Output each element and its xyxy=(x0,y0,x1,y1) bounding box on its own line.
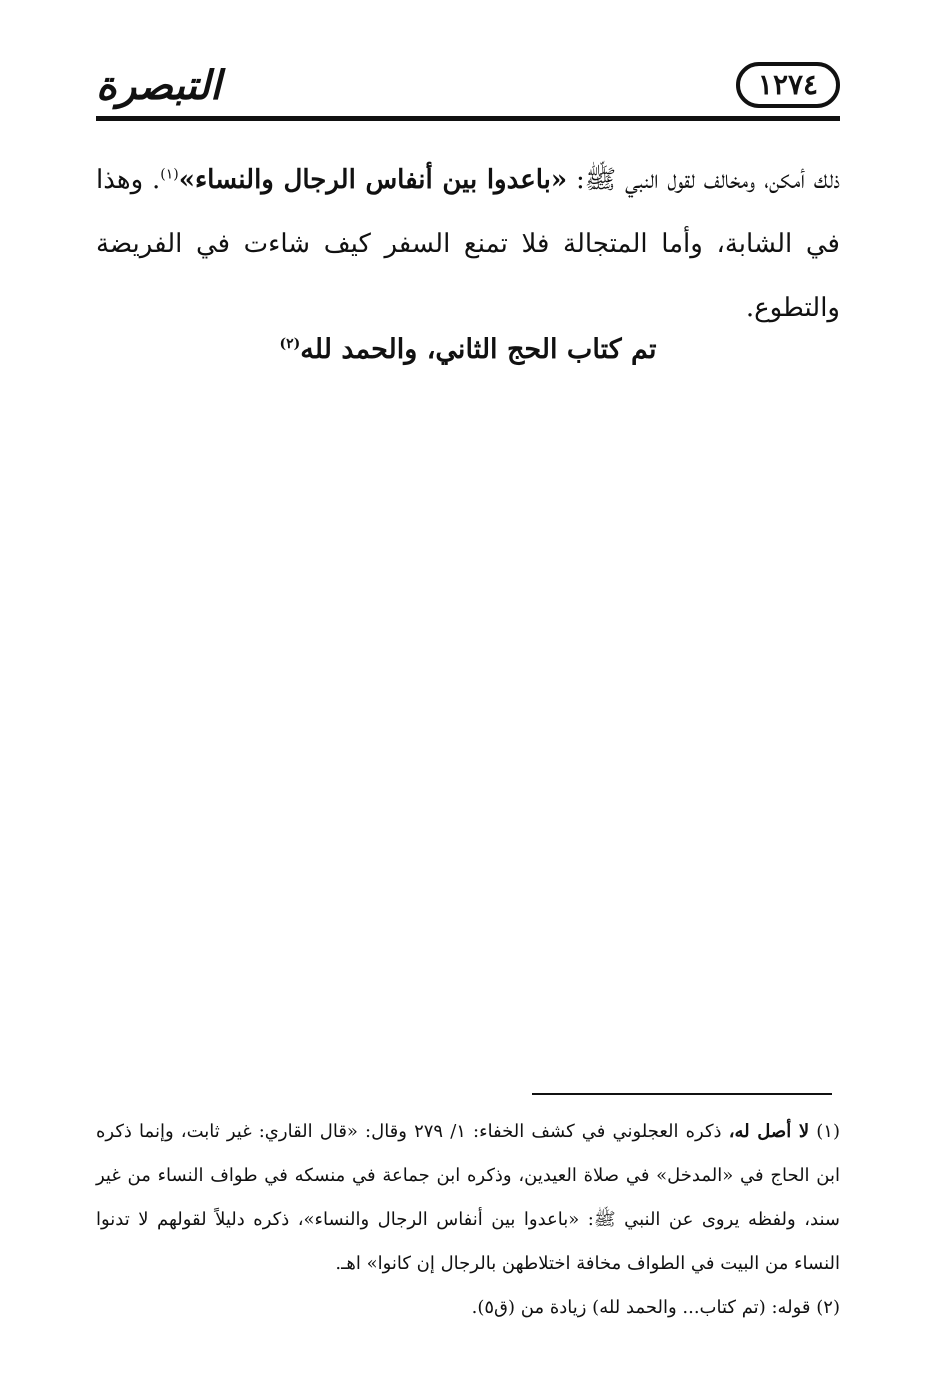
footnote-1-bold: لا أصل له، xyxy=(728,1121,810,1142)
chapter-closing xyxy=(96,322,840,378)
footnote-1 xyxy=(96,1110,840,1286)
page-number: ١٢٧٤ xyxy=(757,68,819,101)
header-rule xyxy=(96,116,840,121)
footnote-2-text: قوله: (تم كتاب... والحمد لله) زيادة من (ق٥). xyxy=(471,1297,817,1318)
page-header xyxy=(96,58,840,128)
hadith-quote: «باعدوا بين أنفاس الرجال والنساء» xyxy=(178,165,568,195)
footnote-ref-1: (١) xyxy=(160,166,179,183)
page-number-badge xyxy=(736,62,840,108)
body-text-part1: ذلك أمكن، ومخالف لقول النبي ﷺ: xyxy=(567,165,840,195)
book-title: التبصرة xyxy=(96,62,222,109)
footnote-ref-2: (٢) xyxy=(279,336,301,352)
body-text-part2: . وهذا في الشابة، وأما المتجالة فلا تمنع السفر كيف شاءت في الفريضة والتطوع. xyxy=(96,165,840,323)
closing-text: تم كتاب الحج الثاني، والحمد لله xyxy=(300,334,657,365)
body-paragraph xyxy=(96,148,840,340)
footnote-2-number: (٢) xyxy=(816,1297,840,1318)
footnote-1-number: (١) xyxy=(816,1121,840,1142)
footnote-2 xyxy=(96,1286,840,1330)
main-text xyxy=(96,148,840,340)
footnotes xyxy=(96,1110,840,1330)
footnote-rule xyxy=(532,1093,832,1095)
footnote-1-text: ذكره العجلوني في كشف الخفاء: ١/ ٢٧٩ وقال: «قال القاري: غير ثابت، وإنما ذكره ابن الحاج في «المدخل» في صلاة العيدين، وذكره ابن جماعة في منسكه في طواف النساء من غير سند، ولفظه يروى عن النبي ﷺ: «باعدوا بين أنفاس الرجال والنساء»، ذكره دليلاً لقولهم لا تدنوا النساء من البيت في الطواف مخافة اختلاطهن بالرجال إن كانوا» اهـ. xyxy=(96,1121,840,1274)
